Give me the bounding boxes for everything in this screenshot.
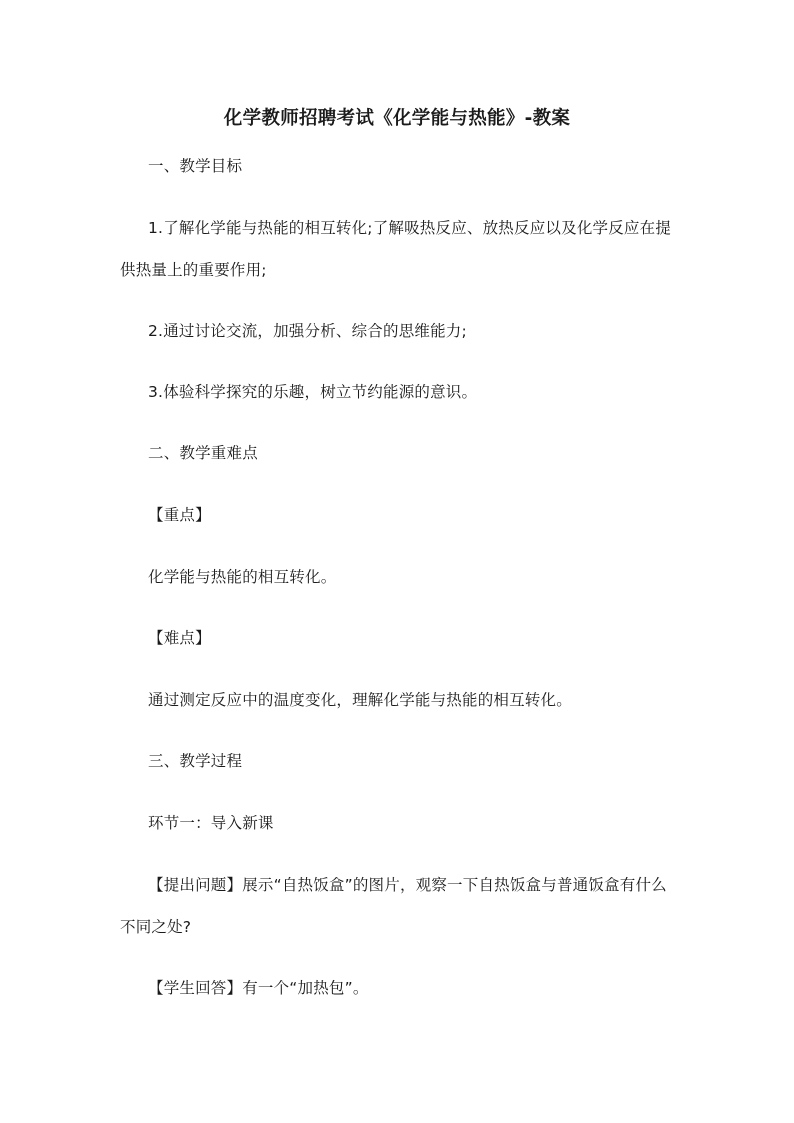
section-heading-key-points: 二、教学重难点 [148, 444, 258, 462]
key-point-text: 化学能与热能的相互转化。 [148, 568, 337, 586]
answer-paragraph: 【学生回答】有一个“加热包”。 [148, 979, 369, 997]
section-heading-objectives: 一、教学目标 [148, 157, 243, 175]
difficulty-text: 通过测定反应中的温度变化，理解化学能与热能的相互转化。 [148, 691, 572, 709]
section-heading-process: 三、教学过程 [148, 752, 243, 770]
objective-2: 2.通过讨论交流，加强分析、综合的思维能力; [148, 322, 467, 340]
objective-3: 3.体验科学探究的乐趣，树立节约能源的意识。 [148, 383, 478, 401]
question-paragraph: 【提出问题】展示“自热饭盒”的图片，观察一下自热饭盒与普通饭盒有什么不同之处? [120, 876, 667, 936]
difficulty-label: 【难点】 [148, 629, 211, 647]
objective-1: 1.了解化学能与热能的相互转化;了解吸热反应、放热反应以及化学反应在提供热量上的重要作用; [120, 219, 672, 279]
key-point-label: 【重点】 [148, 506, 211, 524]
step-one-heading: 环节一：导入新课 [148, 814, 274, 832]
document-title: 化学教师招聘考试《化学能与热能》-教案 [223, 108, 571, 129]
